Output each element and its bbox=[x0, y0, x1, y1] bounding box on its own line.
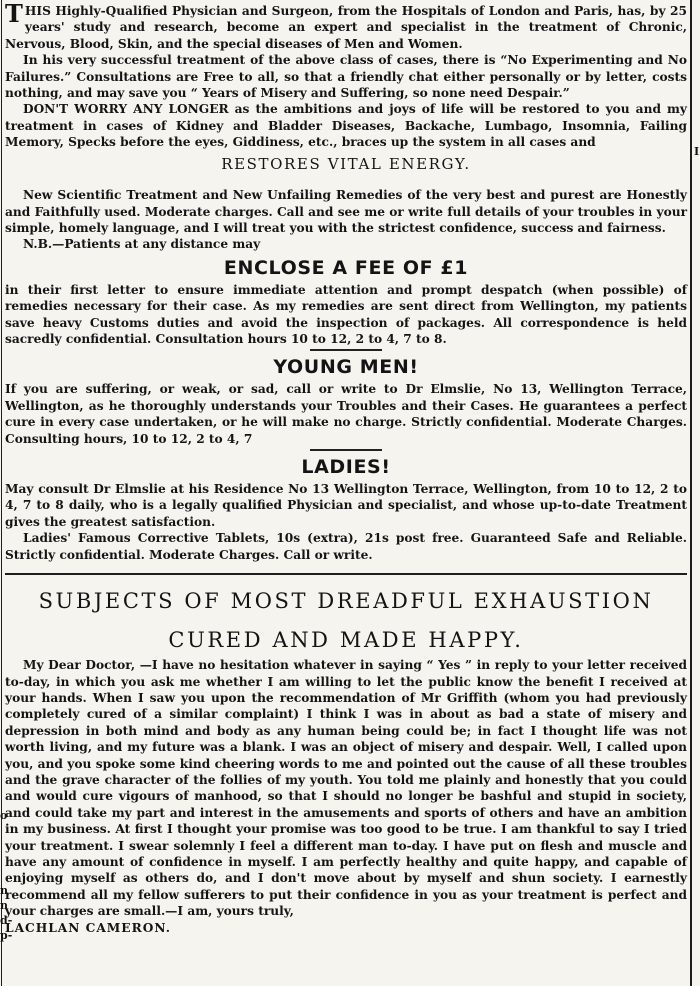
right-edge-fragment: I bbox=[694, 145, 700, 158]
testimonial-heading-line1: SUBJECTS OF MOST DREADFUL EXHAUSTION bbox=[38, 589, 654, 614]
ladies-paragraph: May consult Dr Elmslie at his Residence No 13 Wellington Terrace, Wellington, from 10 to 12, 2 to 4, 7 to 8 daily, who is a legally qualified Physician and specialist, and whose up-to-date Treatment gives the greatest satisfaction. bbox=[5, 481, 687, 529]
left-column-rule bbox=[1, 0, 2, 986]
ladies-heading: LADIES! bbox=[301, 455, 391, 478]
testimonial-signature: LACHLAN CAMERON. bbox=[5, 920, 171, 935]
left-edge-fragment-5: p- bbox=[0, 929, 13, 942]
ladies-tablets-paragraph: Ladies' Famous Corrective Tablets, 10s (extra), 21s post free. Guaranteed Safe and Reliable. Strictly confidential. Moderate Charges. Call or write. bbox=[5, 531, 687, 562]
young-men-paragraph: If you are suffering, or weak, or sad, call or write to Dr Elmslie, No 13, Wellington Terrace, Wellington, as he thoroughly understands your Troubles and their Cases. He guarantees a perfect cure in every case undertaken, or he will make no charge. Strictly confidential. Moderate Charges. Consulting hours, 10 to 12, 2 to 4, 7 bbox=[5, 382, 687, 446]
right-column-rule bbox=[690, 0, 692, 986]
fee-paragraph: in their first letter to ensure immediate attention and prompt despatch (when possible) of remedies necessary for their case. As my remedies are sent direct from Wellington, my patients save heavy Customs duties and avoid the inspection of packages. All correspondence is held sacredly confidential. Consultation hours 10 to 12, 2 to 4, 7 to 8. bbox=[5, 282, 687, 346]
left-edge-fragment-2: n bbox=[0, 884, 8, 897]
young-men-heading: YOUNG MEN! bbox=[273, 356, 419, 379]
left-edge-fragment-3: n bbox=[0, 899, 8, 912]
testimonial-letter: My Dear Doctor, —I have no hesitation whatever in saying “ Yes ” in reply to your letter received to-day, in which you ask me whether I am willing to let the public know the benefit I received at your hands. When I saw you upon the recommendation of Mr Griffith (whom you had previously completely cured of a similar complaint) I think I was in about as bad a state of misery and depression in both mind and body as any human being could be; in fact I thought life was not worth living, and my future was a blank. I was an object of misery and despair. Well, I called upon you, and you spoke some kind cheering words to me and pointed out the cause of all these troubles and the grave character of the follies of my youth. You told me plainly and honestly that you could and would cure vigours of manhood, so that I should no longer be bashful and stupid in society, and could take my part and interest in the amusements and sports of others and have an ambition in my business. At first I thought your promise was too good to be true. I am thankful to say I tried your treatment. I swear solemnly I feel a different man to-day. I have put on flesh and muscle and have any amount of confidence in myself. I am perfectly healthy and quite happy, and capable of enjoying myself as others do, and I don't move about by myself and shun society. I earnestly recommend all my fellow sufferers to put their confidence in you as your treatment is perfect and your charges are small.—I am, yours truly, bbox=[5, 658, 687, 919]
testimonial-heading-line2: CURED AND MADE HAPPY. bbox=[168, 628, 524, 653]
section-rule bbox=[310, 449, 382, 451]
enclose-fee-heading: ENCLOSE A FEE OF £1 bbox=[223, 256, 469, 279]
section-rule bbox=[310, 349, 382, 351]
scientific-treatment-paragraph: New Scientific Treatment and New Unfailing Remedies of the very best and purest are Honestly and Faithfully used. Moderate charges. Call and see me or write full details of your troubles in your simple, homely language, and I will treat you with the strictest confidence, success and fairness. bbox=[5, 188, 687, 235]
dont-worry-paragraph: DON'T WORRY ANY LONGER as the ambitions and joys of life will be restored to you and my treatment in cases of Kidney and Bladder Diseases, Backache, Lumbago, Insomnia, Failing Memory, Specks before the eyes, Giddiness, etc., braces up the system in all cases and bbox=[5, 102, 687, 150]
nb-note: N.B.—Patients at any distance may bbox=[23, 237, 261, 252]
physician-advert bbox=[5, 0, 687, 563]
article-divider bbox=[5, 573, 687, 575]
left-edge-fragment-1: o bbox=[0, 809, 8, 822]
advert-column bbox=[5, 0, 687, 936]
no-experimenting-paragraph: In his very successful treatment of the above class of cases, there is “No Experimenting and No Failures.” Consultations are Free to all, so that a friendly chat either personally or by letter, costs nothing, and may save you “ Years of Misery and Suffering, so none need Despair.” bbox=[5, 53, 687, 101]
restores-energy-heading: RESTORES VITAL ENERGY. bbox=[221, 154, 471, 173]
left-edge-fragment-4: d- bbox=[0, 914, 13, 927]
testimonial-article bbox=[5, 589, 687, 936]
intro-paragraph: THIS Highly-Qualified Physician and Surgeon, from the Hospitals of London and Paris, has, by 25 years' study and research, become an expert and specialist in the treatment of Chronic, Nervous, Blood, Skin, and the special diseases of Men and Women. bbox=[5, 0, 687, 51]
